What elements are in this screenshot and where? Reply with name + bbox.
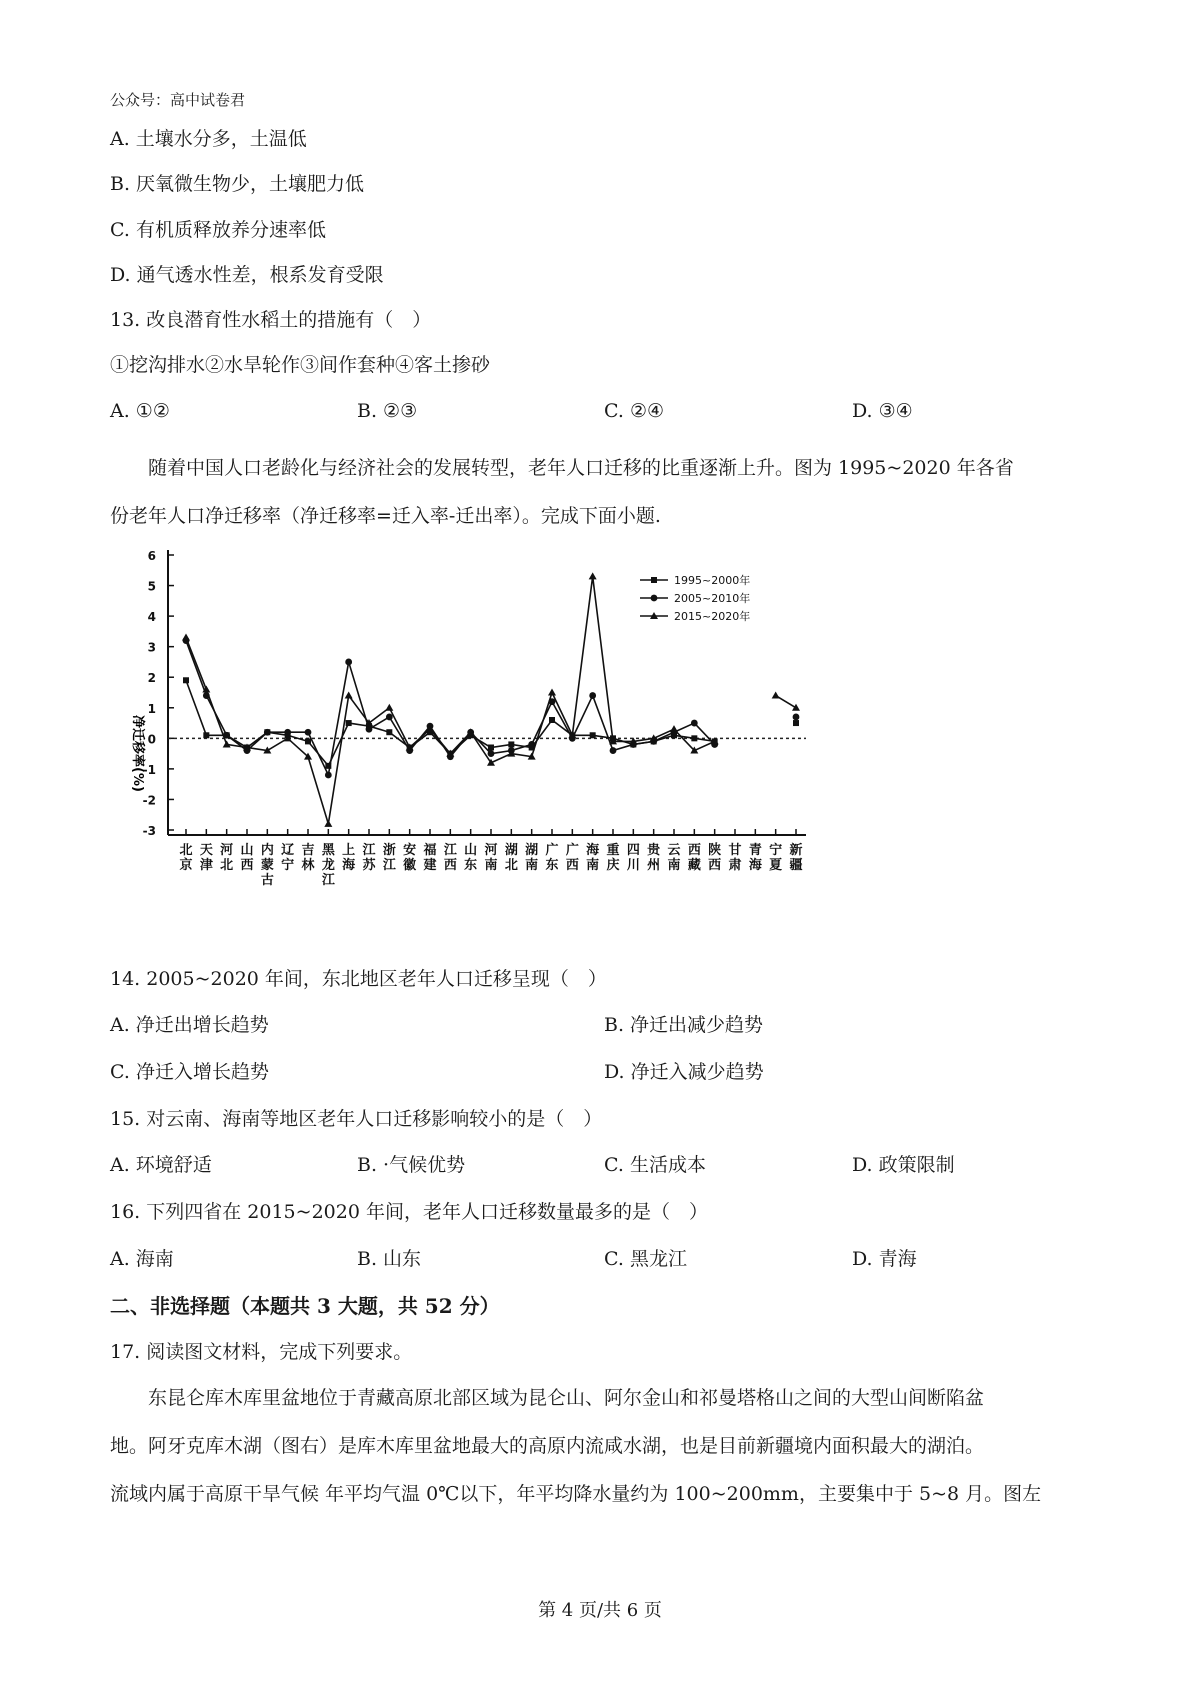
chart-y-tick-label: 4: [147, 610, 156, 625]
chart-x-tick-label-7: 黑龙江: [321, 843, 335, 888]
q12-option-d: D. 通气透水性差，根系发育受限: [110, 264, 384, 286]
chart-point: [366, 726, 373, 733]
section-2-title: 二、非选择题（本题共 3 大题，共 52 分）: [110, 1294, 500, 1318]
chart-y-tick-label: 0: [147, 732, 156, 747]
chart-x-tick-label-5: 辽宁: [281, 843, 295, 873]
q12-option-a: A. 土壤水分多，土温低: [110, 128, 307, 150]
chart-x-tick-label-14: 山东: [464, 843, 478, 873]
q14-option-a: A. 净迁出增长趋势: [110, 1014, 269, 1036]
q13-option-b: B. ②③: [357, 400, 418, 422]
chart-point: [345, 692, 353, 699]
chart-x-tick-label-25: 西藏: [687, 843, 701, 873]
chart-point: [548, 689, 556, 696]
q16-option-b: B. 山东: [357, 1248, 422, 1270]
chart-point: [549, 717, 555, 723]
chart-y-tick-label: 6: [147, 549, 156, 563]
chart-point: [183, 677, 189, 683]
chart-x-tick-label-3: 山西: [240, 843, 254, 873]
q14-option-c: C. 净迁入增长趋势: [110, 1061, 269, 1083]
chart-y-tick-label: -3: [142, 824, 156, 838]
q17-stem: 17. 阅读图文材料，完成下列要求。: [110, 1341, 413, 1363]
legend-label-3: 2015~2020年: [674, 610, 751, 623]
chart-y-tick-label: -1: [142, 762, 156, 777]
q15-stem: 15. 对云南、海南等地区老年人口迁移影响较小的是（ ）: [110, 1108, 603, 1130]
intro-line-1: 随着中国人口老龄化与经济社会的发展转型，老年人口迁移的比重逐渐上升。图为 1995~2020 年各省: [148, 457, 1014, 479]
chart-x-tick-label-22: 四川: [626, 843, 640, 873]
q13-option-c: C. ②④: [604, 400, 665, 422]
chart-point: [793, 720, 799, 726]
q13-items: ①挖沟排水②水旱轮作③间作套种④客土掺砂: [110, 354, 491, 376]
chart-point: [488, 750, 495, 757]
chart-y-tick-label: 2: [147, 671, 156, 686]
chart-x-tick-label-24: 云南: [667, 843, 681, 873]
chart-point: [670, 725, 678, 732]
chart-x-tick-label-26: 陕西: [708, 843, 722, 873]
chart-point: [793, 714, 800, 721]
chart-x-tick-label-28: 青海: [748, 843, 762, 873]
chart-x-tick-label-1: 天津: [199, 843, 213, 873]
chart-y-tick-label: 3: [147, 640, 156, 655]
q15-option-d: D. 政策限制: [852, 1154, 955, 1176]
q13-stem: 13. 改良潜育性水稻土的措施有（ ）: [110, 309, 432, 331]
chart-y-tick-label: 1: [147, 701, 156, 716]
chart-y-tick-label: -2: [142, 793, 156, 808]
chart-x-tick-label-8: 上海: [342, 843, 356, 873]
q14-option-d: D. 净迁入减少趋势: [604, 1061, 764, 1083]
legend-label-1: 1995~2000年: [674, 574, 751, 587]
q17-material-line-3: 流域内属于高原干旱气候 年平均气温 0℃以下，年平均降水量约为 100~200mm，主要集中于 5~8 月。图左: [110, 1483, 1042, 1505]
chart-x-tick-label-6: 吉林: [301, 843, 315, 873]
q16-stem: 16. 下列四省在 2015~2020 年间，老年人口迁移数量最多的是（ ）: [110, 1201, 708, 1223]
chart-point: [203, 732, 209, 738]
chart-x-tick-label-27: 甘肃: [728, 843, 742, 873]
chart-x-tick-label-29: 宁夏: [769, 843, 783, 873]
chart-point: [590, 732, 596, 738]
q15-option-a: A. 环境舒适: [110, 1154, 212, 1176]
chart-point: [508, 741, 514, 747]
q17-material-line-2: 地。阿牙克库木湖（图右）是库木库里盆地最大的高原内流咸水湖，也是目前新疆境内面积最大的湖泊。: [110, 1435, 985, 1457]
chart-point: [305, 729, 312, 736]
q12-option-c: C. 有机质释放养分速率低: [110, 219, 326, 241]
chart-y-tick-label: 5: [147, 579, 156, 594]
chart-y-axis-label: 净迁移率(%): [130, 715, 145, 792]
q16-option-a: A. 海南: [110, 1248, 174, 1270]
chart-x-tick-label-12: 福建: [423, 843, 437, 873]
chart-point: [345, 659, 352, 666]
q17-material-line-1: 东昆仑库木库里盆地位于青藏高原北部区域为昆仑山、阿尔金山和祁曼塔格山之间的大型山间断陷盆: [148, 1387, 985, 1409]
chart-point: [324, 820, 332, 827]
chart-point: [325, 772, 332, 779]
chart-x-tick-label-4: 内蒙古: [260, 843, 274, 888]
chart-x-tick-label-13: 江西: [443, 843, 457, 873]
q15-option-b: B. ·气候优势: [357, 1154, 466, 1176]
chart-point: [182, 634, 190, 641]
chart-series-line: [186, 576, 715, 824]
migration-rate-chart: [120, 540, 900, 940]
page-footer: 第 4 页/共 6 页: [538, 1600, 662, 1621]
chart-x-tick-label-23: 贵州: [647, 843, 661, 873]
q13-option-d: D. ③④: [852, 400, 913, 422]
chart-point: [223, 740, 231, 747]
chart-point: [792, 704, 800, 711]
chart-x-tick-label-21: 重庆: [606, 843, 620, 873]
chart-point: [691, 735, 697, 741]
chart-point: [346, 720, 352, 726]
chart-x-tick-label-2: 河北: [220, 843, 234, 873]
chart-series-2: [183, 637, 800, 778]
chart-point: [610, 747, 617, 754]
chart-x-tick-label-20: 海南: [586, 843, 600, 873]
legend-marker: [651, 577, 657, 583]
q15-option-c: C. 生活成本: [604, 1154, 706, 1176]
intro-paragraph: [110, 444, 1110, 540]
chart-x-tick-label-30: 新疆: [789, 843, 803, 873]
chart-x-tick-label-9: 江苏: [362, 843, 376, 873]
chart-point: [305, 738, 311, 744]
chart-x-tick-label-16: 湖北: [504, 843, 518, 873]
chart-x-tick-label-15: 河南: [484, 843, 498, 873]
chart-x-tick-label-19: 广西: [565, 843, 579, 873]
chart-point: [589, 572, 597, 579]
q14-stem: 14. 2005~2020 年间，东北地区老年人口迁移呈现（ ）: [110, 968, 607, 990]
q13-option-a: A. ①②: [110, 400, 170, 422]
chart-point: [772, 692, 780, 699]
q12-option-b: B. 厌氧微生物少，土壤肥力低: [110, 173, 365, 195]
legend-marker: [651, 595, 658, 602]
chart-x-tick-label-11: 安徽: [403, 843, 417, 873]
chart-point: [386, 714, 393, 721]
chart-x-tick-label-10: 浙江: [382, 843, 396, 873]
header-note: 公众号：高中试卷君: [110, 91, 246, 109]
chart-point: [589, 692, 596, 699]
chart-point: [264, 729, 271, 736]
q14-option-b: B. 净迁出减少趋势: [604, 1014, 764, 1036]
chart-point: [385, 704, 393, 711]
chart-x-tick-label-17: 湖南: [525, 843, 539, 873]
q16-option-c: C. 黑龙江: [604, 1248, 687, 1270]
intro-line-2: 份老年人口净迁移率（净迁移率=迁入率-迁出率）。完成下面小题.: [110, 505, 661, 527]
chart-point: [691, 720, 698, 727]
legend-label-2: 2005~2010年: [674, 592, 751, 605]
chart-x-tick-label-0: 北京: [179, 843, 193, 873]
q17-material: [110, 1374, 1110, 1518]
chart-legend: [640, 573, 750, 623]
chart-x-tick-label-18: 广东: [545, 843, 559, 873]
chart-point: [386, 729, 392, 735]
chart-point: [488, 745, 494, 751]
q16-option-d: D. 青海: [852, 1248, 917, 1270]
